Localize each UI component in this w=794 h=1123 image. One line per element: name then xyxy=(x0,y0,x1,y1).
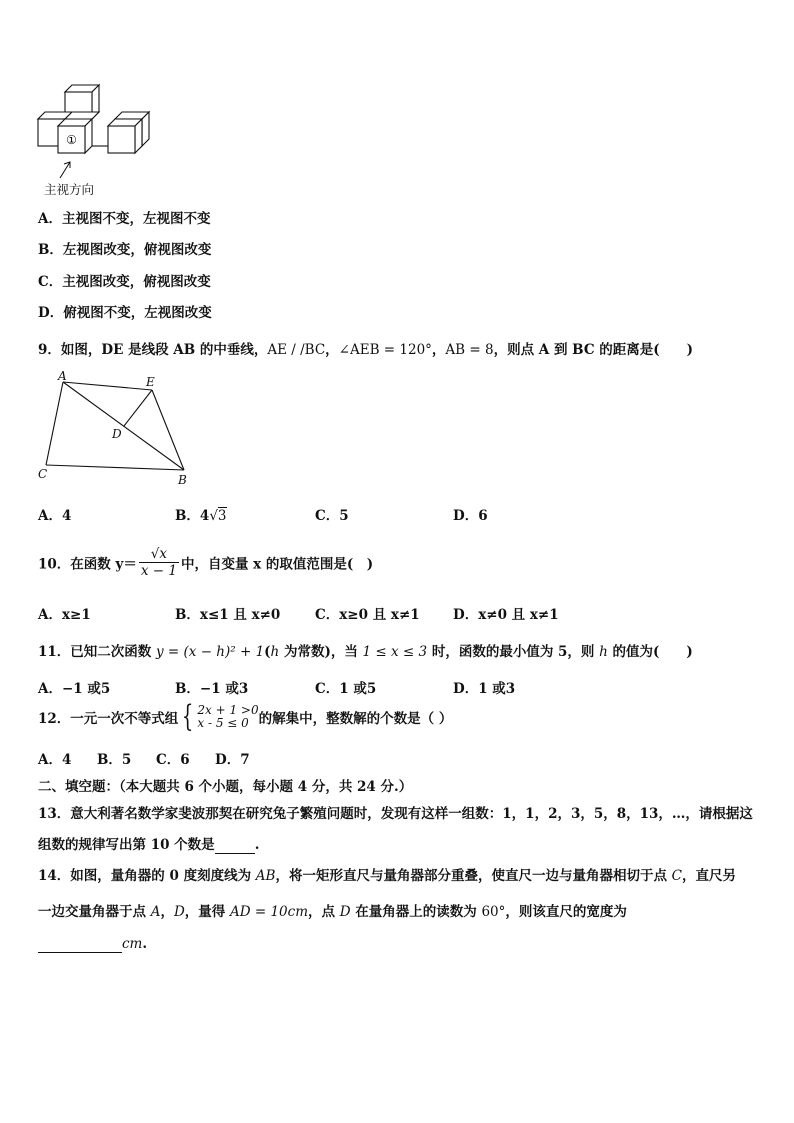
q14-answer-blank[interactable] xyxy=(38,936,122,953)
q11-stem xyxy=(38,640,693,660)
q14-ad-equation: AD = 10cm xyxy=(229,904,308,920)
cube-label: ① xyxy=(66,133,77,147)
label-c: C xyxy=(38,467,48,481)
q12-suffix: 的解集中，整数解的个数是（ ） xyxy=(258,711,453,727)
label-b: B xyxy=(178,473,187,487)
q14-degree: 60° xyxy=(481,904,506,920)
q13-line2 xyxy=(38,833,259,854)
q12-prefix: 12．一元一次不等式组 xyxy=(38,711,179,727)
q9-stem xyxy=(38,338,693,358)
q12-option-a[interactable]: A．4 xyxy=(38,752,72,768)
q14-line1 xyxy=(38,864,736,884)
q9-sep2: ， xyxy=(431,342,446,358)
q14-end: . xyxy=(142,936,148,952)
q14-l1a: 14．如图，量角器的 0 度刻度线为 xyxy=(38,868,256,884)
q8-option-b[interactable]: B．左视图改变，俯视图改变 xyxy=(38,242,212,258)
q10-numerator: √x xyxy=(139,546,179,563)
q11-range: 1 ≤ x ≤ 3 xyxy=(362,644,428,660)
q14-unit: cm xyxy=(122,936,143,952)
q13-line2-end: . xyxy=(254,837,260,853)
q14-l2d: ，点 xyxy=(308,904,340,920)
q11-mid2: 为常数)，当 xyxy=(279,644,363,660)
q12-option-c[interactable]: C．6 xyxy=(156,752,190,768)
q13-answer-blank[interactable] xyxy=(215,837,255,854)
q14-d: D xyxy=(173,904,185,920)
q12-option-b[interactable]: B．5 xyxy=(97,752,132,768)
q12-option-d[interactable]: D．7 xyxy=(215,752,250,768)
q11-mid3: 时，函数的最小值为 5，则 xyxy=(427,644,600,660)
q9-cond1: AE / /BC xyxy=(267,342,326,358)
q9-suffix: ，则点 A 到 BC 的距离是( ) xyxy=(493,342,694,358)
q14-a: A xyxy=(150,904,161,920)
q9-sep: ， xyxy=(325,342,339,358)
q9-cond3: AB = 8 xyxy=(445,342,494,358)
q10-fraction xyxy=(139,546,179,579)
q11-suffix: 的值为( ) xyxy=(607,644,693,660)
q13-line2-text: 组数的规律写出第 10 个数是 xyxy=(38,837,215,853)
q11-option-d[interactable]: D．1 或3 xyxy=(453,681,516,697)
q11-prefix: 11．已知二次函数 xyxy=(38,644,156,660)
view-direction-caption: 主视方向 xyxy=(44,182,95,197)
q10-suffix: 中，自变量 x 的取值范围是( ) xyxy=(180,556,374,573)
q10-denominator: x − 1 xyxy=(140,563,177,579)
q10-option-b[interactable]: B．x≤1 且 x≠0 xyxy=(175,607,281,623)
q10-option-c[interactable]: C．x≥0 且 x≠1 xyxy=(315,607,420,623)
q11-option-b[interactable]: B．−1 或3 xyxy=(175,681,249,697)
q9-option-b-radicand: 3 xyxy=(217,508,227,524)
label-d: D xyxy=(112,427,122,441)
q9-option-c[interactable]: C．5 xyxy=(315,508,349,524)
q14-c: C xyxy=(671,868,682,884)
q12-stem xyxy=(38,699,453,734)
q12-ineq1: 2x + 1 >0 xyxy=(197,703,259,717)
q11-h1: h xyxy=(270,644,280,660)
q8-option-c[interactable]: C．主视图改变，俯视图改变 xyxy=(38,274,211,290)
q14-l2b: ， xyxy=(160,904,174,920)
q14-d2: D xyxy=(339,904,351,920)
q14-line2 xyxy=(38,900,627,920)
q9-option-a[interactable]: A．4 xyxy=(38,508,72,524)
q14-l2f: ，则该直尺的宽度为 xyxy=(505,904,627,920)
q14-l1c: ，直尺另 xyxy=(682,868,736,884)
q9-cond2: ∠AEB = 120° xyxy=(338,342,432,358)
q9-option-d[interactable]: D．6 xyxy=(453,508,488,524)
label-a: A xyxy=(58,370,67,383)
q14-l1b: ，将一矩形直尺与量角器部分重叠，使直尺一边与量角器相切于点 xyxy=(275,868,672,884)
brace-icon: { xyxy=(182,699,194,734)
q9-option-b[interactable] xyxy=(175,504,227,524)
q9-prefix: 9．如图，DE 是线段 AB 的中垂线， xyxy=(38,342,268,358)
q10-option-d[interactable]: D．x≠0 且 x≠1 xyxy=(453,607,559,623)
q11-h2: h xyxy=(599,644,608,660)
q14-l2a: 一边交量角器于点 xyxy=(38,904,151,920)
q13-line1: 13．意大利著名数学家斐波那契在研究兔子繁殖问题时，发现有这样一组数：1，1，2，3，5，8，13，…，请根据这 xyxy=(38,806,753,822)
q10-stem xyxy=(38,546,373,579)
q11-function: y = (x − h)² + 1 xyxy=(156,644,265,660)
q9-figure xyxy=(32,370,202,490)
q8-option-a[interactable]: A．主视图不变，左视图不变 xyxy=(38,211,211,227)
q14-ab: AB xyxy=(255,868,276,884)
q10-option-a[interactable]: A．x≥1 xyxy=(38,607,91,623)
q9-option-b-coef: B．4 xyxy=(175,508,210,524)
q12-system xyxy=(197,704,258,730)
q10-prefix: 10．在函数 y＝ xyxy=(38,556,137,573)
label-e: E xyxy=(146,375,155,389)
q14-l2e: 在量角器上的读数为 xyxy=(350,904,482,920)
q8-option-d[interactable]: D．俯视图不变，左视图改变 xyxy=(38,305,212,321)
q12-ineq2: x - 5 ≤ 0 xyxy=(197,716,249,730)
q14-l2c: ，量得 xyxy=(184,904,230,920)
cube-stack-figure xyxy=(34,82,164,182)
q11-paren: ( xyxy=(264,644,271,660)
section-heading: 二、填空题：（本大题共 6 个小题，每小题 4 分，共 24 分.） xyxy=(38,779,413,795)
q14-line3 xyxy=(38,936,147,953)
sqrt-icon: √ xyxy=(209,508,218,524)
view-direction-arrow xyxy=(60,162,70,178)
q11-option-c[interactable]: C．1 或5 xyxy=(315,681,377,697)
q11-option-a[interactable]: A．−1 或5 xyxy=(38,681,111,697)
